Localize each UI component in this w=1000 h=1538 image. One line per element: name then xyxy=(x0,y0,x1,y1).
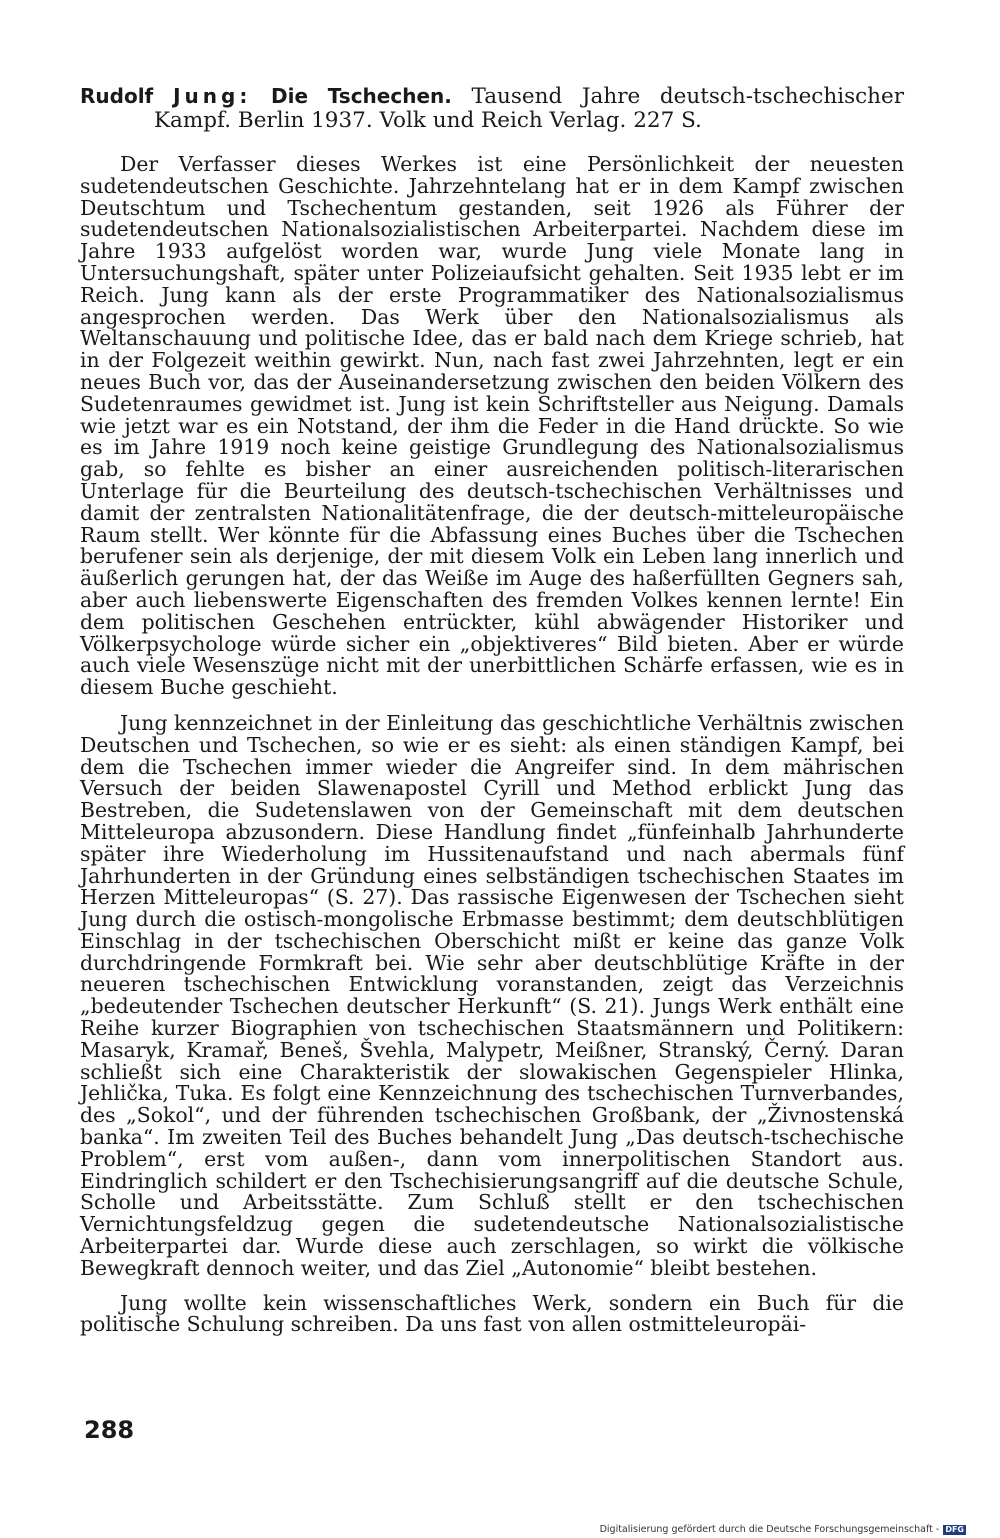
paragraph-2: Jung kennzeichnet in der Einleitung das geschichtliche Verhältnis zwischen Deutschen und Tschechen, so wie er es sieht: als einen ständigen Kampf, bei dem die Tschechen immer wieder die Angreifer sind. In dem mährischen Versuch der beiden Slawenapostel Cyrill und Method erblickt Jung das Bestreben, die Sudetenslawen von der Gemeinschaft mit dem deutschen Mitteleuropa abzusondern. Diese Handlung findet „fünfeinhalb Jahrhunderte später ihre Wiederholung im Hussitenaufstand und nach abermals fünf Jahrhunderten in der Gründung eines selbständigen tschechischen Staates im Herzen Mitteleuropas“ (S. 27). Das rassische Eigenwesen der Tschechen sieht Jung durch die ostisch-mongolische Erbmasse bestimmt; dem deutschblütigen Einschlag in der tschechischen Oberschicht mißt er keine das ganze Volk durchdringende Formkraft bei. Wie sehr aber deutschblütige Kräfte in der neueren tschechischen Entwicklung voranstanden, zeigt das Verzeichnis „bedeutender Tschechen deutscher Herkunft“ (S. 21). Jungs Werk enthält eine Reihe kurzer Biographien von tschechischen Staatsmännern und Politikern: Masaryk, Kramař, Beneš, Švehla, Malypetr, Meißner, Stranský, Černý. Daran schließt sich eine Charakteristik der slowakischen Gegenspieler Hlinka, Jehlička, Tuka. Es folgt eine Kennzeichnung des tschechischen Turnverbandes, des „Sokol“, und der führenden tschechischen Großbank, der „Živnostenská banka“. Im zweiten Teil des Buches behandelt Jung „Das deutsch-tschechische Problem“, erst vom außen-, dann vom innerpolitischen Standort aus. Eindringlich schildert er den Tschechisierungsangriff auf die deutsche Schule, Scholle und Arbeitsstätte. Zum Schluß stellt er den tschechischen Vernichtungsfeldzug gegen die sudetendeutsche Nationalsozialistische Arbeiterpartei dar. Wurde diese auch zerschlagen, so wirkt die völkische Bewegkraft dennoch weiter, und das Ziel „Autonomie“ bleibt bestehen. xyxy=(80,710,904,1280)
book-subtitle: Tausend Jahre deutsch-tschechischer Kampf. Berlin 1937. Volk und Reich Verlag. 227 S. xyxy=(154,84,904,133)
paragraph-3: Jung wollte kein wissenschaftliches Werk, sondern ein Buch für die politische Schulung schreiben. Da uns fast von allen ostmitteleuropäi- xyxy=(80,1290,904,1337)
review-header xyxy=(80,84,904,133)
author-name: Rudolf Jung: xyxy=(80,84,252,108)
paragraph-1: Der Verfasser dieses Werkes ist eine Persönlichkeit der neuesten sudetendeutschen Geschichte. Jahrzehntelang hat er in dem Kampf zwischen Deutschtum und Tschechentum gestanden, seit 1926 als Führer der sudetendeutschen Nationalsozialistischen Arbeiterpartei. Nachdem diese im Jahre 1933 aufgelöst worden war, wurde Jung viele Monate lang in Untersuchungshaft, später unter Polizeiaufsicht gehalten. Seit 1935 lebt er im Reich. Jung kann als der erste Programmatiker des Nationalsozialismus angesprochen werden. Das Werk über den Nationalsozialismus als Weltanschauung und politische Idee, das er bald nach dem Kriege schrieb, hat in der Folgezeit weithin gewirkt. Nun, nach fast zwei Jahrzehnten, legt er ein neues Buch vor, das der Auseinandersetzung zwischen den beiden Völkern des Sudetenraumes gewidmet ist. Jung ist kein Schriftsteller aus Neigung. Damals wie jetzt war es ein Notstand, der ihm die Feder in die Hand drückte. So wie es im Jahre 1919 noch keine geistige Grundlegung des Nationalsozialismus gab, so fehlte es bisher an einer ausreichenden politisch-literarischen Unterlage für die Beurteilung des deutsch-tschechischen Verhältnisses und damit der zentralsten Nationalitätenfrage, die der deutsch-mitteleuropäische Raum stellt. Wer könnte für die Abfassung eines Buches über die Tschechen berufener sein als derjenige, der mit diesem Volk ein Leben lang innerlich und äußerlich gerungen hat, der das Weiße im Auge des haßerfüllten Gegners sah, aber auch liebenswerte Eigenschaften des fremden Volkes kennen lernte! Ein dem politischen Geschehen entrückter, kühl abwägender Historiker und Völkerpsychologe würde sicher ein „objektiveres“ Bild bieten. Aber er würde auch viele Wesenszüge nicht mit der unerbittlichen Schärfe erfassen, wie es in diesem Buche geschieht. xyxy=(80,152,904,700)
page-content xyxy=(80,0,904,1336)
digitization-footer xyxy=(600,1524,966,1535)
dfg-logo: DFG xyxy=(945,1524,964,1534)
book-title: Die Tschechen. xyxy=(270,84,452,108)
footer-text: Digitalisierung gefördert durch die Deutsche Forschungsgemeinschaft - xyxy=(599,1524,940,1535)
page-number: 288 xyxy=(84,1416,135,1444)
